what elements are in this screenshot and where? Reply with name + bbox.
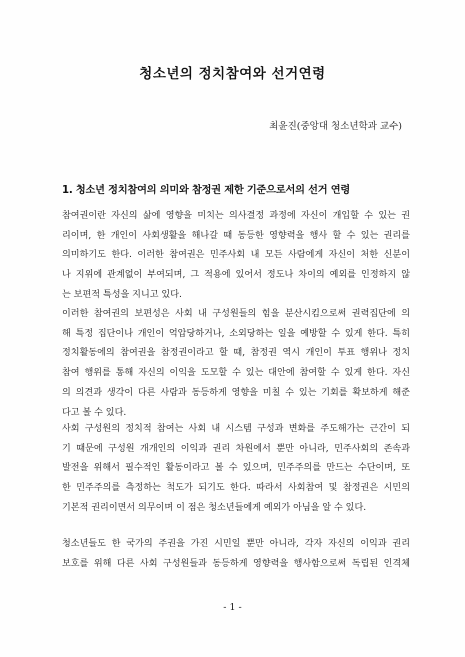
paragraph-3: [62, 420, 410, 519]
paragraph-line: 정치활동에의 참여권을 참정권이라고 할 때, 참정권 역시 개인이 투표 행위나 정치: [62, 348, 410, 359]
paragraph-line: 기본적 권리이면서 의무이며 이 점은 청소년들에게 예외가 아님을 알 수 있다.: [62, 502, 367, 513]
paragraph-line: 보호를 위해 다른 사회 구성원들과 동등하게 영향력을 행사함으로써 독립된 인격체: [62, 558, 410, 569]
paragraph-line: 참여 행위를 통해 자신의 이익을 도모할 수 있는 대안에 참여할 수 있게 한다. 자신: [62, 368, 410, 379]
paragraph-line: 한 민주주의를 측정하는 척도가 되기도 한다. 따라서 사회참여 및 참정권은 시민의: [62, 483, 410, 494]
paragraph-line: 참여권이란 자신의 삶에 영향을 미치는 의사결정 과정에 자신이 개입할 수 있는 권: [62, 211, 410, 221]
author-line: 최윤진(중앙대 청소년학과 교수): [269, 121, 402, 132]
paragraph-2: [62, 305, 410, 423]
document-title: 청소년의 정치참여와 선거연령: [139, 66, 326, 82]
paragraph-line: 발전을 위해서 필수적인 활동이라고 볼 수 있으며, 민주주의를 만드는 수단이며, 또: [62, 463, 410, 474]
paragraph-line: 나 지위에 관계없이 부여되며, 그 적용에 있어서 정도나 차이의 예외를 인정하지 않: [62, 270, 410, 281]
paragraph-1: [62, 207, 410, 306]
paragraph-4: [62, 535, 410, 574]
paragraph-line: 의 의견과 생각이 다른 사람과 동등하게 영향을 미칠 수 있는 기회를 확보하게 해준: [62, 387, 410, 398]
paragraph-line: 리이며, 한 개인이 사회생활을 해나갈 때 동등한 영향력을 행사 할 수 있는 권리를: [62, 230, 410, 241]
paragraph-line: 기 때문에 구성원 개개인의 이익과 권리 차원에서 뿐만 아니라, 민주사회의 존속과: [62, 443, 410, 454]
paragraph-line: 이러한 참여권의 보편성은 사회 내 구성원들의 힘을 분산시킴으로써 권력집단에 의: [62, 309, 410, 319]
paragraph-line: 해 특정 집단이나 개인이 억압당하거나, 소외당하는 일을 예방할 수 있게 한다. 특히: [62, 328, 410, 339]
section-heading: 1. 청소년 정치참여의 의미와 참정권 제한 기준으로서의 선거 연령: [62, 185, 350, 196]
paragraph-line: 사회 구성원의 정치적 참여는 사회 내 시스템 구성과 변화를 주도해가는 근간이 되: [62, 424, 410, 434]
paragraph-line: 는 보편적 특성을 지니고 있다.: [62, 289, 182, 300]
paragraph-line: 청소년들도 한 국가의 주권을 가진 시민일 뿐만 아니라, 각자 자신의 이익과 권리: [62, 539, 410, 549]
paragraph-line: 의미하기도 한다. 이러한 참여권은 민주사회 내 모든 사람에게 자신이 처한 신분이: [62, 250, 410, 261]
page-number: - 1 -: [223, 602, 242, 613]
paragraph-line: 다고 볼 수 있다.: [62, 407, 127, 418]
